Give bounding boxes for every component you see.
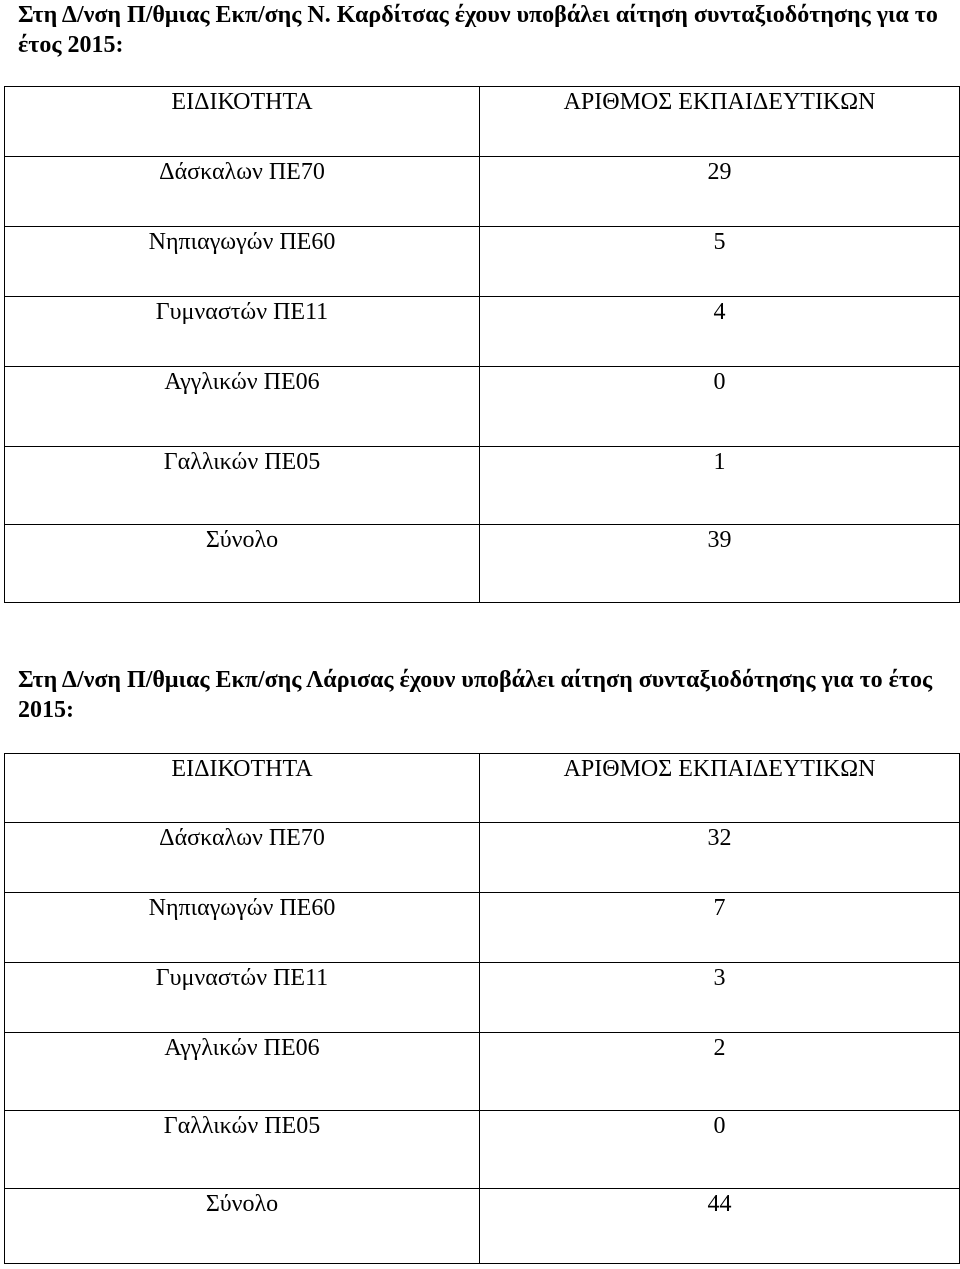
retirement-table-larisa [4, 753, 960, 1264]
cell-specialty: Νηπιαγωγών ΠΕ60 [5, 227, 480, 297]
cell-specialty: Αγγλικών ΠΕ06 [5, 367, 480, 447]
intro-karditsa: Στη Δ/νση Π/θμιας Εκπ/σης Ν. Καρδίτσας έχουν υποβάλει αίτηση συνταξιοδότησης για το έτος 2015: [18, 2, 938, 58]
cell-specialty: Αγγλικών ΠΕ06 [5, 1033, 480, 1111]
cell-count: 2 [480, 1033, 960, 1111]
table-header-row [5, 87, 960, 157]
table-row [5, 893, 960, 963]
table-row [5, 227, 960, 297]
header-specialty: ΕΙΔΙΚΟΤΗΤΑ [5, 754, 480, 823]
table-row [5, 367, 960, 447]
cell-count: 32 [480, 823, 960, 893]
intro-larisa: Στη Δ/νση Π/θμιας Εκπ/σης Λάρισας έχουν υποβάλει αίτηση συνταξιοδότησης για το έτος 2015: [18, 667, 933, 723]
cell-count: 0 [480, 1111, 960, 1189]
table-header-row [5, 754, 960, 823]
header-count: ΑΡΙΘΜΟΣ ΕΚΠΑΙΔΕΥΤΙΚΩΝ [480, 87, 960, 157]
cell-count: 44 [480, 1189, 960, 1264]
cell-count: 1 [480, 447, 960, 525]
table-row [5, 823, 960, 893]
cell-count: 29 [480, 157, 960, 227]
cell-count: 4 [480, 297, 960, 367]
cell-count: 7 [480, 893, 960, 963]
table-row [5, 297, 960, 367]
table-row [5, 447, 960, 525]
cell-specialty: Γαλλικών ΠΕ05 [5, 1111, 480, 1189]
retirement-table-karditsa [4, 86, 960, 603]
cell-count: 0 [480, 367, 960, 447]
cell-specialty: Δάσκαλων ΠΕ70 [5, 823, 480, 893]
cell-count: 39 [480, 525, 960, 603]
table-row [5, 1033, 960, 1111]
cell-specialty: Σύνολο [5, 525, 480, 603]
table-row [5, 963, 960, 1033]
cell-specialty: Γυμναστών ΠΕ11 [5, 963, 480, 1033]
header-specialty: ΕΙΔΙΚΟΤΗΤΑ [5, 87, 480, 157]
table-row-total [5, 525, 960, 603]
cell-count: 3 [480, 963, 960, 1033]
table-row-total [5, 1189, 960, 1264]
table-row [5, 157, 960, 227]
cell-specialty: Σύνολο [5, 1189, 480, 1264]
cell-specialty: Δάσκαλων ΠΕ70 [5, 157, 480, 227]
header-count: ΑΡΙΘΜΟΣ ΕΚΠΑΙΔΕΥΤΙΚΩΝ [480, 754, 960, 823]
cell-specialty: Νηπιαγωγών ΠΕ60 [5, 893, 480, 963]
table-row [5, 1111, 960, 1189]
cell-specialty: Γαλλικών ΠΕ05 [5, 447, 480, 525]
cell-specialty: Γυμναστών ΠΕ11 [5, 297, 480, 367]
cell-count: 5 [480, 227, 960, 297]
